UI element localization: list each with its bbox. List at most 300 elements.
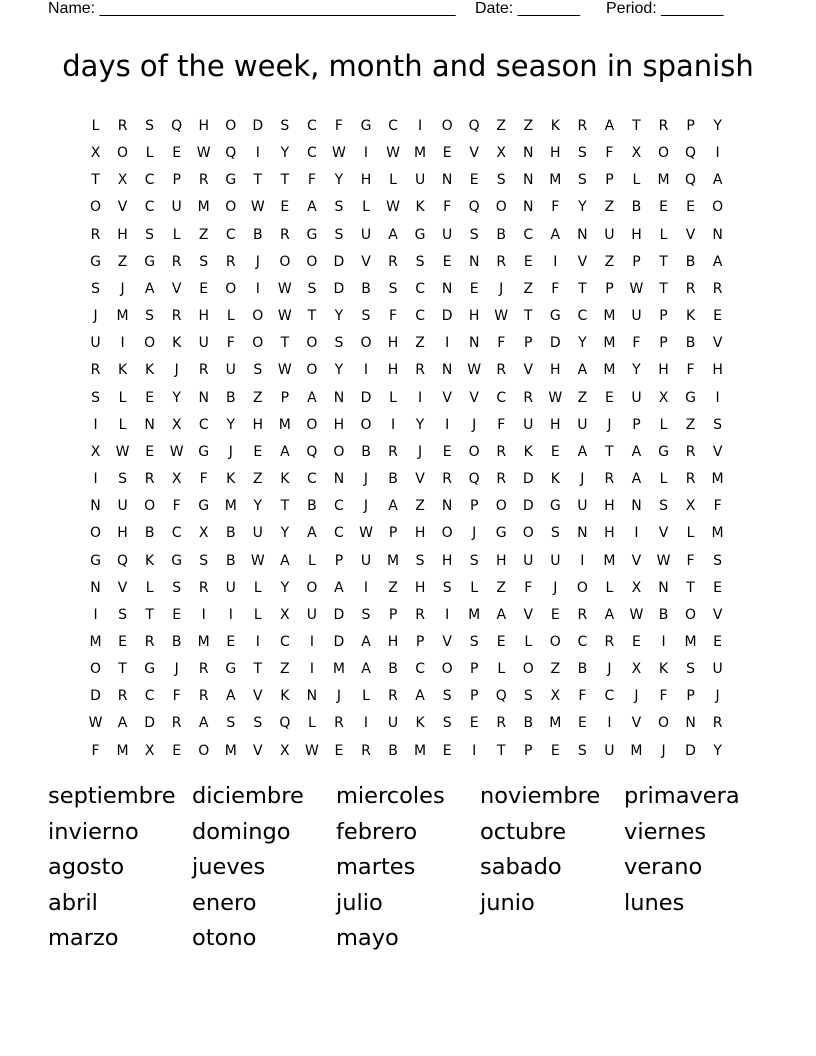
- grid-letter: B: [577, 661, 588, 678]
- grid-letter: U: [198, 335, 209, 352]
- grid-letter: R: [388, 443, 398, 460]
- grid-letter: H: [604, 498, 615, 515]
- period-field-label: Period: _______: [606, 0, 724, 17]
- grid-letter: S: [415, 552, 425, 569]
- grid-letter: N: [468, 335, 480, 352]
- grid-letter: X: [280, 606, 290, 623]
- grid-letter: G: [658, 443, 669, 460]
- grid-letter: L: [389, 172, 397, 189]
- grid-letter: Y: [280, 579, 290, 596]
- grid-letter: M: [603, 308, 616, 325]
- grid-letter: C: [496, 389, 507, 406]
- grid-letter: P: [334, 552, 344, 569]
- grid-letter: L: [118, 416, 127, 433]
- word-list-item: jueves: [192, 854, 266, 880]
- grid-letter: S: [550, 525, 560, 542]
- grid-letter: Y: [253, 498, 263, 515]
- grid-letter: T: [253, 172, 263, 189]
- grid-letter: V: [171, 280, 182, 297]
- grid-letter: T: [253, 661, 263, 678]
- grid-letter: Q: [685, 145, 697, 162]
- grid-letter: O: [441, 118, 453, 134]
- grid-letter: M: [711, 471, 724, 488]
- grid-letter: V: [117, 579, 128, 596]
- grid-letter: P: [415, 633, 425, 650]
- grid-letter: P: [659, 308, 668, 325]
- grid-letter: H: [550, 145, 561, 162]
- grid-letter: X: [144, 742, 155, 759]
- grid-letter: V: [712, 443, 723, 460]
- grid-letter: M: [386, 552, 400, 569]
- grid-letter: H: [712, 362, 723, 379]
- word-list-item: martes: [336, 854, 416, 880]
- grid-letter: I: [255, 633, 260, 650]
- grid-letter: J: [472, 525, 477, 542]
- grid-row: [82, 550, 736, 577]
- grid-letter: H: [198, 118, 209, 134]
- grid-letter: O: [225, 280, 237, 297]
- grid-letter: V: [712, 606, 723, 623]
- grid-letter: A: [631, 443, 642, 460]
- grid-letter: H: [387, 335, 399, 352]
- word-list-item: miercoles: [336, 783, 445, 809]
- grid-letter: C: [415, 308, 425, 325]
- grid-letter: S: [226, 715, 236, 732]
- grid-letter: Q: [685, 172, 697, 189]
- grid-letter: U: [225, 362, 236, 379]
- grid-letter: T: [145, 606, 154, 623]
- grid-letter: X: [550, 688, 561, 705]
- grid-letter: W: [359, 525, 373, 542]
- grid-letter: Y: [415, 416, 425, 433]
- grid-letter: S: [91, 389, 100, 406]
- grid-letter: V: [469, 389, 479, 406]
- grid-letter: V: [469, 145, 479, 162]
- grid-row: [82, 196, 736, 223]
- grid-letter: S: [496, 172, 506, 189]
- grid-letter: R: [712, 280, 723, 297]
- grid-letter: A: [280, 443, 290, 460]
- grid-letter: W: [467, 362, 482, 379]
- grid-letter: M: [603, 552, 616, 569]
- grid-letter: R: [171, 715, 182, 732]
- grid-letter: I: [255, 145, 260, 162]
- word-list-item: verano: [624, 854, 703, 880]
- word-list-item: agosto: [48, 854, 125, 880]
- grid-letter: I: [661, 633, 666, 650]
- grid-letter: R: [658, 118, 669, 134]
- grid-letter: X: [90, 443, 101, 460]
- grid-letter: S: [577, 145, 587, 162]
- grid-letter: R: [361, 742, 371, 759]
- grid-letter: R: [90, 362, 101, 379]
- grid-letter: P: [388, 525, 398, 542]
- grid-letter: F: [686, 362, 695, 379]
- grid-letter: F: [199, 471, 208, 488]
- grid-letter: A: [361, 633, 371, 650]
- grid-letter: Y: [280, 525, 290, 542]
- grid-letter: R: [523, 389, 534, 406]
- grid-letter: K: [415, 199, 425, 216]
- grid-letter: R: [117, 118, 128, 134]
- grid-letter: J: [607, 661, 612, 678]
- grid-letter: V: [361, 253, 371, 270]
- grid-letter: I: [93, 471, 98, 488]
- grid-letter: Z: [523, 280, 534, 297]
- page-title: days of the week, month and season in spanish: [62, 49, 754, 83]
- word-list-item: otono: [192, 925, 257, 951]
- grid-letter: W: [494, 308, 509, 325]
- grid-letter: J: [255, 253, 260, 270]
- grid-letter: F: [605, 145, 614, 162]
- grid-letter: A: [712, 172, 723, 189]
- grid-letter: E: [442, 253, 452, 270]
- grid-letter: Y: [334, 362, 344, 379]
- grid-letter: L: [659, 226, 668, 243]
- grid-letter: E: [713, 308, 723, 325]
- grid-letter: F: [659, 688, 668, 705]
- grid-letter: A: [388, 498, 398, 515]
- grid-letter: O: [90, 661, 102, 678]
- grid-letter: W: [656, 552, 671, 569]
- grid-row: [82, 740, 736, 767]
- grid-letter: U: [523, 416, 534, 433]
- grid-letter: U: [90, 335, 101, 352]
- grid-letter: C: [144, 172, 155, 189]
- grid-letter: R: [604, 471, 615, 488]
- grid-letter: Q: [225, 145, 237, 162]
- word-search-grid: [82, 115, 736, 767]
- grid-letter: B: [658, 606, 669, 623]
- grid-letter: U: [225, 579, 236, 596]
- grid-letter: L: [172, 226, 181, 243]
- grid-row: [82, 577, 736, 604]
- grid-letter: I: [715, 389, 720, 406]
- grid-letter: C: [415, 661, 425, 678]
- grid-letter: O: [117, 145, 129, 162]
- word-list: [48, 781, 768, 959]
- grid-letter: A: [198, 715, 209, 732]
- grid-letter: C: [604, 688, 615, 705]
- grid-letter: E: [253, 443, 263, 460]
- date-field-label: Date: _______: [475, 0, 580, 17]
- word-list-item: abril: [48, 889, 98, 916]
- grid-letter: D: [522, 498, 534, 515]
- grid-letter: I: [309, 661, 314, 678]
- grid-letter: L: [118, 389, 127, 406]
- grid-letter: I: [363, 715, 369, 732]
- grid-letter: W: [277, 308, 292, 325]
- grid-row: [82, 441, 736, 468]
- grid-letter: V: [415, 471, 425, 488]
- grid-letter: C: [334, 525, 344, 542]
- grid-letter: O: [522, 661, 534, 678]
- grid-letter: P: [172, 172, 181, 189]
- grid-letter: I: [445, 335, 450, 352]
- grid-letter: E: [469, 172, 479, 189]
- grid-letter: V: [442, 633, 452, 650]
- grid-letter: G: [225, 172, 237, 189]
- word-list-item: diciembre: [192, 783, 304, 809]
- grid-letter: Z: [604, 253, 615, 270]
- grid-letter: S: [253, 362, 263, 379]
- grid-letter: M: [414, 145, 427, 162]
- grid-letter: Q: [468, 199, 480, 216]
- word-list-item: lunes: [624, 889, 685, 916]
- grid-letter: B: [171, 633, 182, 650]
- grid-row: [82, 169, 736, 196]
- grid-letter: V: [523, 362, 534, 379]
- grid-letter: M: [116, 308, 129, 325]
- grid-letter: U: [550, 552, 561, 569]
- grid-letter: L: [145, 579, 154, 596]
- grid-letter: O: [306, 579, 318, 596]
- grid-letter: N: [441, 362, 453, 379]
- grid-letter: F: [686, 552, 695, 569]
- grid-letter: J: [553, 579, 558, 596]
- grid-letter: I: [309, 633, 314, 650]
- grid-letter: K: [145, 362, 155, 379]
- grid-letter: M: [414, 742, 427, 759]
- grid-letter: B: [361, 443, 371, 460]
- grid-letter: I: [418, 118, 423, 134]
- grid-letter: N: [441, 172, 453, 189]
- grid-letter: U: [360, 552, 372, 569]
- grid-letter: I: [634, 525, 639, 542]
- grid-letter: J: [228, 443, 233, 460]
- grid-letter: J: [174, 661, 179, 678]
- grid-letter: U: [252, 525, 263, 542]
- grid-letter: A: [712, 253, 723, 270]
- grid-letter: P: [280, 389, 290, 406]
- grid-letter: Y: [713, 742, 722, 759]
- grid-letter: L: [253, 579, 262, 596]
- grid-letter: F: [632, 335, 641, 352]
- grid-letter: R: [604, 633, 615, 650]
- grid-letter: H: [414, 525, 426, 542]
- grid-letter: E: [686, 199, 695, 216]
- grid-letter: O: [252, 308, 264, 325]
- grid-letter: M: [278, 416, 291, 433]
- grid-letter: P: [524, 335, 533, 352]
- grid-letter: Y: [280, 145, 290, 162]
- grid-letter: W: [277, 362, 292, 379]
- grid-letter: F: [226, 335, 235, 352]
- grid-letter: Y: [226, 416, 236, 433]
- grid-letter: B: [361, 280, 371, 297]
- grid-letter: O: [712, 199, 724, 216]
- grid-letter: Y: [334, 308, 344, 325]
- grid-letter: C: [279, 633, 290, 650]
- grid-letter: G: [495, 525, 507, 542]
- grid-letter: K: [550, 471, 560, 488]
- grid-letter: N: [441, 280, 453, 297]
- grid-letter: D: [252, 118, 264, 134]
- grid-letter: L: [307, 552, 316, 569]
- grid-letter: P: [686, 688, 695, 705]
- grid-letter: Y: [713, 118, 722, 134]
- grid-letter: L: [524, 633, 533, 650]
- grid-letter: R: [415, 606, 425, 623]
- grid-letter: D: [333, 606, 345, 623]
- grid-letter: E: [145, 443, 155, 460]
- grid-letter: R: [90, 226, 101, 243]
- grid-letter: P: [524, 742, 533, 759]
- grid-letter: H: [252, 416, 264, 433]
- grid-letter: E: [442, 145, 452, 162]
- grid-letter: K: [280, 471, 290, 488]
- grid-letter: K: [280, 688, 290, 705]
- grid-letter: H: [550, 362, 561, 379]
- grid-letter: Z: [253, 471, 263, 488]
- grid-row: [82, 278, 736, 305]
- grid-letter: X: [117, 172, 128, 189]
- grid-letter: X: [171, 471, 182, 488]
- grid-letter: R: [496, 443, 507, 460]
- grid-letter: W: [548, 389, 563, 406]
- grid-letter: D: [333, 253, 345, 270]
- grid-letter: C: [388, 118, 398, 134]
- grid-letter: R: [198, 661, 209, 678]
- grid-letter: E: [604, 389, 614, 406]
- grid-row: [82, 224, 736, 251]
- grid-letter: C: [334, 498, 344, 515]
- word-list-item: invierno: [48, 818, 139, 845]
- word-list-item: marzo: [48, 925, 119, 951]
- grid-letter: E: [496, 633, 506, 650]
- grid-letter: S: [469, 226, 479, 243]
- grid-letter: H: [658, 362, 669, 379]
- grid-letter: T: [659, 280, 668, 297]
- grid-letter: I: [363, 579, 369, 596]
- grid-letter: E: [334, 742, 344, 759]
- grid-letter: S: [442, 688, 452, 705]
- grid-letter: U: [117, 498, 128, 515]
- grid-letter: S: [577, 742, 587, 759]
- grid-letter: F: [497, 335, 506, 352]
- grid-letter: W: [629, 606, 644, 623]
- grid-letter: S: [469, 633, 479, 650]
- grid-letter: D: [333, 633, 345, 650]
- grid-letter: B: [496, 226, 507, 243]
- grid-letter: O: [252, 335, 264, 352]
- grid-letter: F: [443, 199, 452, 216]
- grid-letter: X: [198, 525, 209, 542]
- grid-letter: U: [523, 552, 534, 569]
- grid-letter: L: [470, 579, 479, 596]
- grid-letter: G: [144, 661, 156, 678]
- grid-letter: O: [306, 253, 318, 270]
- grid-letter: B: [144, 525, 155, 542]
- grid-letter: Z: [550, 661, 561, 678]
- grid-letter: P: [632, 416, 641, 433]
- grid-letter: L: [497, 661, 506, 678]
- grid-letter: L: [307, 715, 316, 732]
- grid-letter: X: [280, 742, 290, 759]
- grid-letter: V: [631, 715, 642, 732]
- grid-letter: O: [144, 335, 156, 352]
- grid-letter: V: [117, 199, 128, 216]
- grid-letter: X: [658, 389, 669, 406]
- grid-letter: W: [115, 443, 130, 460]
- grid-letter: S: [388, 280, 398, 297]
- grid-letter: C: [144, 199, 155, 216]
- grid-letter: H: [198, 308, 209, 325]
- grid-letter: N: [523, 172, 534, 189]
- grid-letter: V: [631, 552, 642, 569]
- grid-letter: E: [469, 715, 479, 732]
- grid-letter: M: [603, 335, 616, 352]
- grid-letter: J: [363, 498, 369, 515]
- grid-letter: L: [253, 606, 262, 623]
- grid-letter: H: [117, 226, 128, 243]
- grid-letter: E: [226, 633, 236, 650]
- grid-letter: G: [225, 661, 237, 678]
- grid-letter: J: [174, 362, 179, 379]
- grid-row: [82, 142, 736, 169]
- grid-letter: T: [686, 579, 695, 596]
- grid-letter: T: [91, 172, 100, 189]
- grid-letter: S: [334, 199, 344, 216]
- grid-letter: P: [605, 172, 614, 189]
- grid-letter: A: [604, 606, 615, 623]
- grid-letter: U: [604, 226, 615, 243]
- grid-letter: H: [333, 416, 345, 433]
- grid-letter: D: [522, 471, 534, 488]
- grid-letter: A: [334, 579, 344, 596]
- grid-letter: Z: [685, 416, 696, 433]
- name-field-label: Name: ________________________________________: [48, 0, 456, 17]
- word-list-item: sabado: [480, 854, 562, 880]
- grid-letter: E: [577, 715, 587, 732]
- word-list-item: septiembre: [48, 783, 176, 809]
- grid-letter: Y: [172, 389, 181, 406]
- grid-letter: V: [253, 688, 263, 705]
- grid-letter: A: [577, 362, 588, 379]
- grid-letter: H: [117, 525, 128, 542]
- grid-letter: B: [685, 335, 696, 352]
- grid-letter: C: [144, 688, 155, 705]
- grid-letter: E: [713, 579, 723, 596]
- grid-letter: P: [469, 688, 479, 705]
- grid-letter: K: [658, 661, 669, 678]
- grid-row: [82, 468, 736, 495]
- grid-letter: S: [361, 606, 371, 623]
- grid-letter: J: [336, 688, 342, 705]
- grid-letter: R: [685, 280, 696, 297]
- grid-letter: G: [198, 443, 210, 460]
- grid-row: [82, 332, 736, 359]
- grid-letter: O: [360, 335, 372, 352]
- grid-letter: C: [577, 308, 588, 325]
- grid-letter: U: [712, 661, 723, 678]
- grid-letter: Z: [496, 118, 507, 134]
- grid-letter: A: [550, 226, 561, 243]
- word-list-item: enero: [192, 889, 257, 916]
- grid-letter: S: [118, 471, 128, 488]
- grid-letter: C: [307, 118, 317, 134]
- grid-letter: L: [362, 688, 370, 705]
- grid-letter: X: [631, 661, 642, 678]
- grid-letter: R: [388, 688, 398, 705]
- grid-letter: L: [686, 525, 695, 542]
- grid-letter: W: [304, 742, 319, 759]
- grid-letter: O: [522, 525, 534, 542]
- grid-letter: E: [550, 742, 560, 759]
- grid-letter: H: [360, 172, 372, 189]
- grid-letter: T: [280, 498, 290, 515]
- grid-letter: S: [253, 715, 263, 732]
